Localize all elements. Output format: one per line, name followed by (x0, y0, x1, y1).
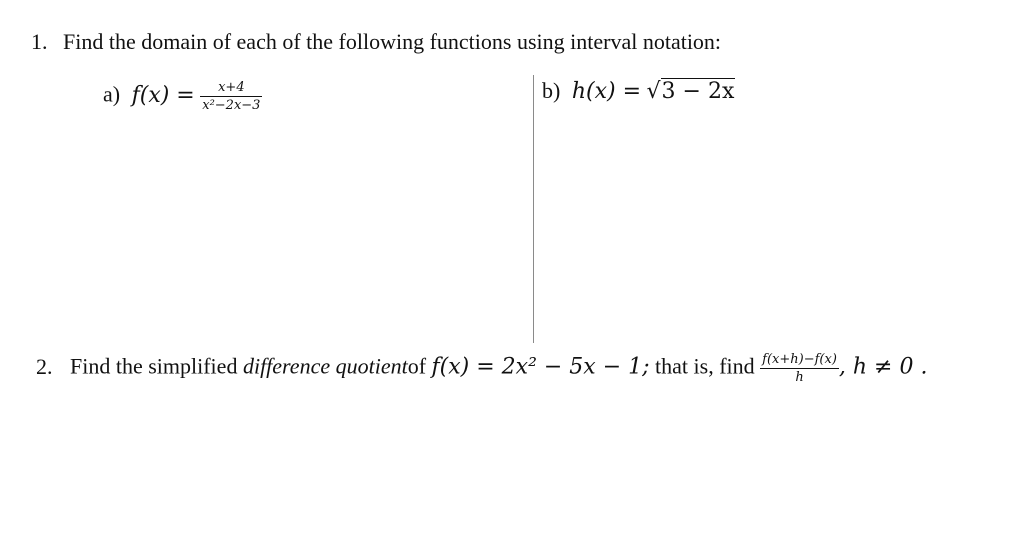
problem-2-condition: , h ≠ 0 . (838, 354, 928, 380)
difference-quotient-bar (760, 368, 839, 369)
difference-quotient-denominator: h (795, 370, 804, 385)
problem-2-function: f(x) = 2x² − 5x − 1; (431, 354, 650, 380)
problem-1-heading (31, 29, 721, 55)
problem-2 (36, 352, 927, 385)
part-a-denominator: x²−2x−3 (202, 98, 261, 113)
part-a-fraction-bar (200, 96, 262, 97)
problem-2-number: 2. (36, 353, 53, 379)
part-b (542, 78, 735, 104)
problem-2-text-find: that is, find (655, 353, 755, 379)
part-b-lhs: h(x) = (571, 79, 641, 104)
part-b-radicand: 3 − 2x (661, 79, 735, 104)
part-a-lhs: f(x) = (131, 82, 195, 108)
problem-2-text-of: of (407, 353, 427, 379)
column-divider (533, 75, 534, 343)
difference-quotient-numerator: f(x+h)−f(x) (762, 352, 837, 367)
problem-2-text-start: Find the simplified (70, 353, 238, 379)
problem-1-text: Find the domain of each of the following functions using interval notation: (63, 29, 722, 54)
part-a-label: a) (103, 81, 121, 107)
difference-quotient-fraction (760, 352, 839, 385)
part-b-square-root (647, 79, 736, 104)
part-a-numerator: x+4 (218, 80, 245, 95)
part-b-label: b) (542, 78, 561, 103)
radical-sign: √ (646, 79, 661, 104)
part-a-fraction (200, 80, 262, 113)
problem-1-number: 1. (31, 29, 48, 54)
part-a (103, 80, 262, 113)
problem-2-emphasis: difference quotient (242, 353, 408, 379)
